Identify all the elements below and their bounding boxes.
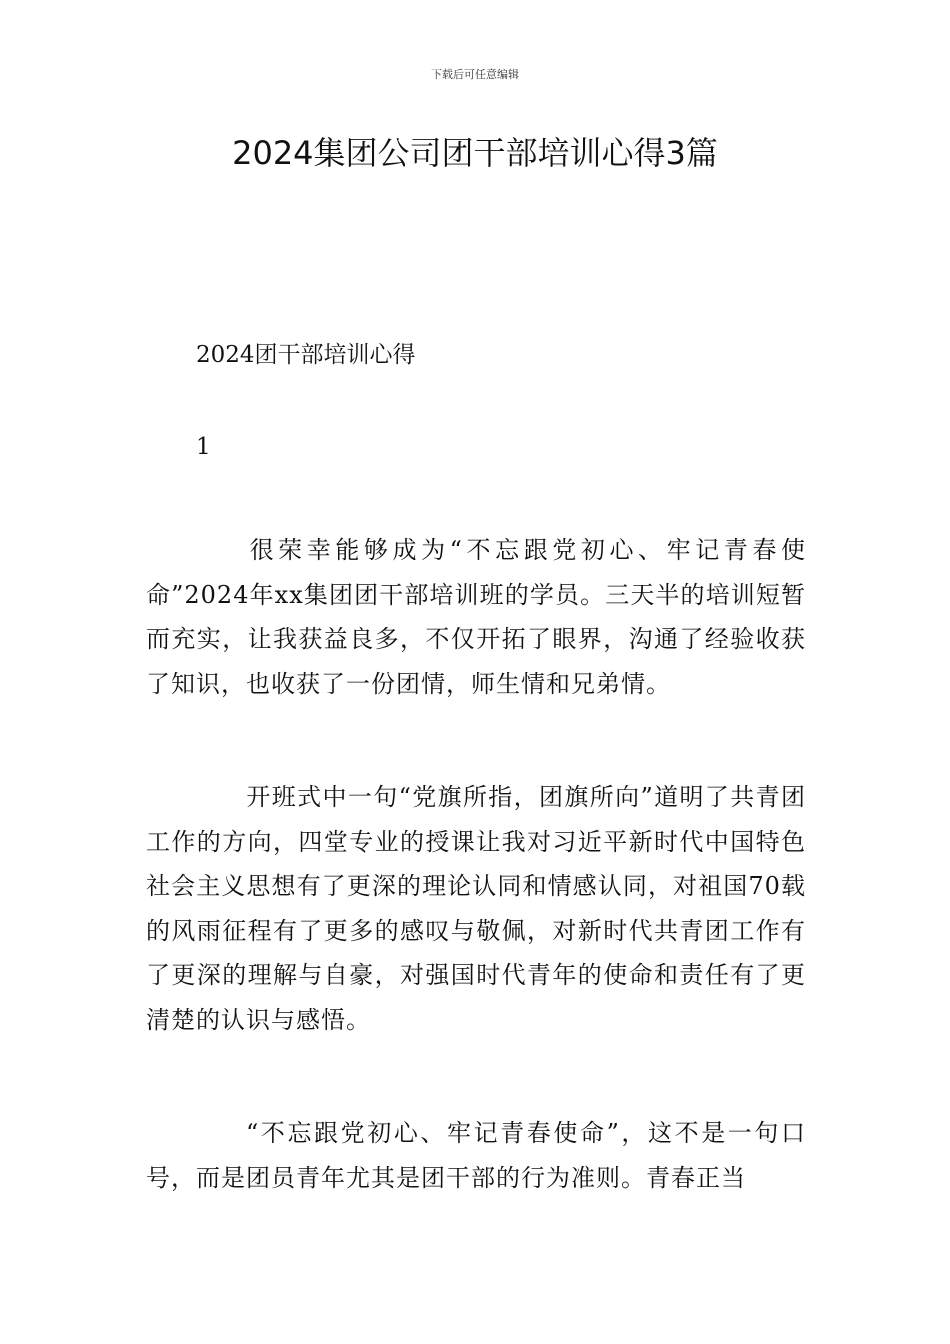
paragraph: [146, 528, 806, 706]
paragraph-text: 开班式中一句“党旗所指，团旗所向”道明了共青团工作的方向，四堂专业的授课让我对习近平新时代中国特色社会主义思想有了更深的理论认同和情感认同，对祖国70载的风雨征程有了更多的感叹与敬佩，对新时代共青团工作有了更深的理解与自豪，对强国时代青年的使命和责任有了更清楚的认识与感悟。: [146, 783, 806, 1034]
header-note: 下载后可任意编辑: [431, 68, 519, 81]
paragraph: [146, 775, 806, 1042]
paragraph-text: “不忘跟党初心、牢记青春使命”，这不是一句口号，而是团员青年尤其是团干部的行为准则。青春正当: [146, 1119, 806, 1192]
page-title: 2024集团公司团干部培训心得3篇: [232, 134, 718, 172]
paragraph: [146, 1111, 806, 1200]
section-heading: 2024团干部培训心得: [196, 342, 416, 368]
paragraph-text: 很荣幸能够成为“不忘跟党初心、牢记青春使命”2024年xx集团团干部培训班的学员。三天半的培训短暂而充实，让我获益良多，不仅开拓了眼界，沟通了经验收获了知识，也收获了一份团情，师生情和兄弟情。: [146, 536, 806, 698]
section-number: 1: [196, 434, 211, 460]
